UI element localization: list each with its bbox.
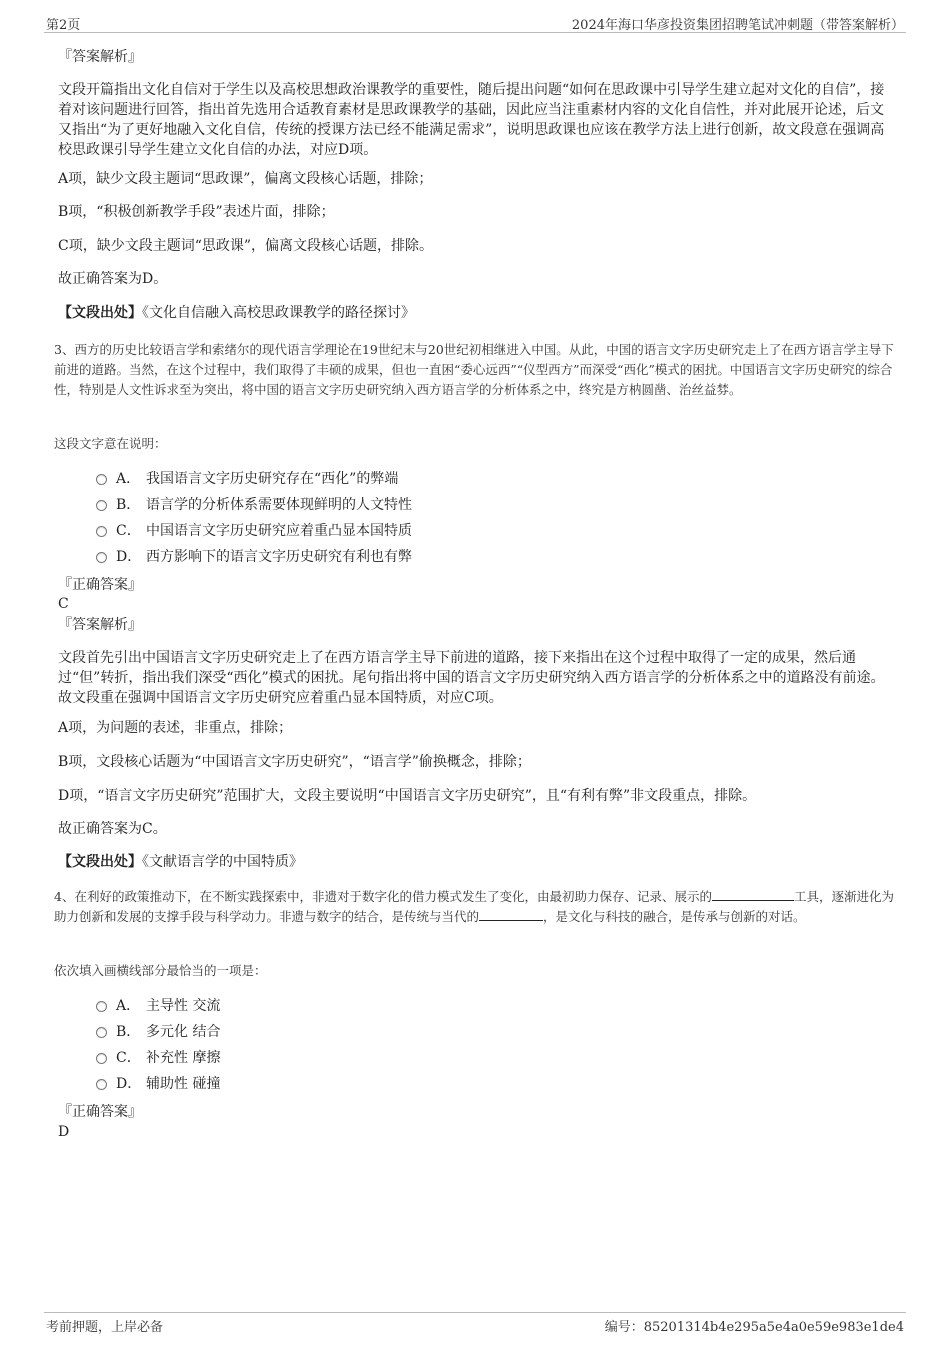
source-title: 《文献语言学的中国特质》 bbox=[142, 854, 303, 870]
radio-icon[interactable] bbox=[96, 526, 107, 537]
q4-option-a[interactable]: A． 主导性 交流 bbox=[96, 996, 220, 1016]
document-title: 2024年海口华彦投资集团招聘笔试冲刺题（带答案解析） bbox=[571, 18, 904, 33]
q2-final-answer: 故正确答案为D。 bbox=[58, 271, 168, 287]
q2-option-a-note: A项，缺少文段主题词“思政课”，偏离文段核心话题，排除； bbox=[58, 171, 433, 187]
radio-icon[interactable] bbox=[96, 1079, 107, 1090]
q4-stem: 4、在利好的政策推动下，在不断实践探索中，非遗对于数字化的借力模式发生了变化，由最初助力保存、记录、展示的 工具，逐渐进化为助力创新和发展的支撑手段与科学动力。非遗与数字的结合，是传统与当代的 ，是文化与科技的融合，是传承与创新的对话。 bbox=[54, 889, 894, 924]
correct-answer-label: 『正确答案』 bbox=[58, 577, 142, 593]
radio-icon[interactable] bbox=[96, 1001, 107, 1012]
fill-blank-1 bbox=[712, 888, 794, 901]
q3-option-a[interactable]: A． 我国语言文字历史研究存在“西化”的弊端 bbox=[96, 469, 398, 489]
q3-option-d-note: D项，“语言文字历史研究”范围扩大，文段主要说明“中国语言文字历史研究”，且“有利有弊”非文段重点，排除。 bbox=[58, 788, 757, 804]
q2-option-b-note: B项，“积极创新教学手段”表述片面，排除； bbox=[58, 204, 335, 220]
radio-icon[interactable] bbox=[96, 474, 107, 485]
q3-prompt: 这段文字意在说明： bbox=[54, 436, 167, 451]
q4-prompt: 依次填入画横线部分最恰当的一项是： bbox=[54, 963, 267, 978]
source-title: 《文化自信融入高校思政课教学的路径探讨》 bbox=[142, 305, 415, 321]
source-label: 【文段出处】 bbox=[58, 854, 142, 870]
q3-source bbox=[58, 852, 893, 872]
footer-slogan: 考前押题，上岸必备 bbox=[46, 1320, 164, 1335]
q2-option-c-note: C项，缺少文段主题词“思政课”，偏离文段核心话题，排除。 bbox=[58, 238, 434, 254]
fill-blank-2 bbox=[479, 908, 543, 921]
source-label: 【文段出处】 bbox=[58, 305, 142, 321]
q3-option-b[interactable]: B． 语言学的分析体系需要体现鲜明的人文特性 bbox=[96, 495, 412, 515]
correct-answer-label: 『正确答案』 bbox=[58, 1104, 142, 1120]
q3-option-b-note: B项，文段核心话题为“中国语言文字历史研究”，“语言学”偷换概念，排除； bbox=[58, 754, 531, 770]
answer-analysis-label: 『答案解析』 bbox=[58, 49, 142, 65]
radio-icon[interactable] bbox=[96, 1027, 107, 1038]
q2-analysis-text: 文段开篇指出文化自信对于学生以及高校思想政治课教学的重要性，随后提出问题“如何在思政课中引导学生建立起对文化的自信”，接着对该问题进行回答，指出首先选用合适教育素材是思政课教学的基础，因此应当注重素材内容的文化自信性，并对此展开论述，后文又指出“为了更好地融入文化自信，传统的授课方法已经不能满足需求”，说明思政课也应该在教学方法上进行创新，故文段意在强调高校思政课引导学生建立文化自信的办法，对应D项。 bbox=[58, 82, 885, 158]
document-code: 编号：85201314b4e295a5e4a0e59e983e1de4 bbox=[604, 1320, 904, 1335]
q2-source bbox=[58, 303, 893, 323]
radio-icon[interactable] bbox=[96, 552, 107, 563]
q3-stem: 3、西方的历史比较语言学和索绪尔的现代语言学理论在19世纪末与20世纪初相继进入中国。从此，中国的语言文字历史研究走上了在西方语言学主导下前进的道路。当然，在这个过程中，我们取得了丰硕的成果，但也一直困“委心远西”“仪型西方”而深受“西化”模式的困扰。中国语言文字历史研究的综合性，特别是人文性诉求至为突出，将中国的语言文字历史研究纳入西方语言学的分析体系之中，终究是方枘圆凿、治丝益棼。 bbox=[54, 342, 894, 397]
radio-icon[interactable] bbox=[96, 1053, 107, 1064]
q3-final-answer: 故正确答案为C。 bbox=[58, 821, 167, 837]
q4-option-d[interactable]: D． 辅助性 碰撞 bbox=[96, 1074, 220, 1094]
q3-analysis-text: 文段首先引出中国语言文字历史研究走上了在西方语言学主导下前进的道路，接下来指出在这个过程中取得了一定的成果，然后通过“但”转折，指出我们深受“西化”模式的困扰。尾句指出将中国的语言文字历史研究纳入西方语言学的分析体系之中的道路没有前途。故文段重在强调中国语言文字历史研究应着重凸显本国特质，对应C项。 bbox=[58, 650, 885, 706]
q3-option-c[interactable]: C． 中国语言文字历史研究应着重凸显本国特质 bbox=[96, 521, 412, 541]
q4-option-c[interactable]: C． 补充性 摩擦 bbox=[96, 1048, 220, 1068]
q4-answer: D bbox=[58, 1124, 70, 1140]
page-footer bbox=[44, 1312, 906, 1337]
q3-option-a-note: A项，为问题的表述，非重点，排除； bbox=[58, 720, 293, 736]
page-number: 第2页 bbox=[46, 18, 81, 33]
answer-analysis-label: 『答案解析』 bbox=[58, 617, 142, 633]
q3-answer: C bbox=[58, 596, 69, 612]
q4-option-b[interactable]: B． 多元化 结合 bbox=[96, 1022, 220, 1042]
page-header bbox=[44, 12, 906, 33]
radio-icon[interactable] bbox=[96, 500, 107, 511]
q3-option-d[interactable]: D． 西方影响下的语言文字历史研究有利也有弊 bbox=[96, 547, 412, 567]
